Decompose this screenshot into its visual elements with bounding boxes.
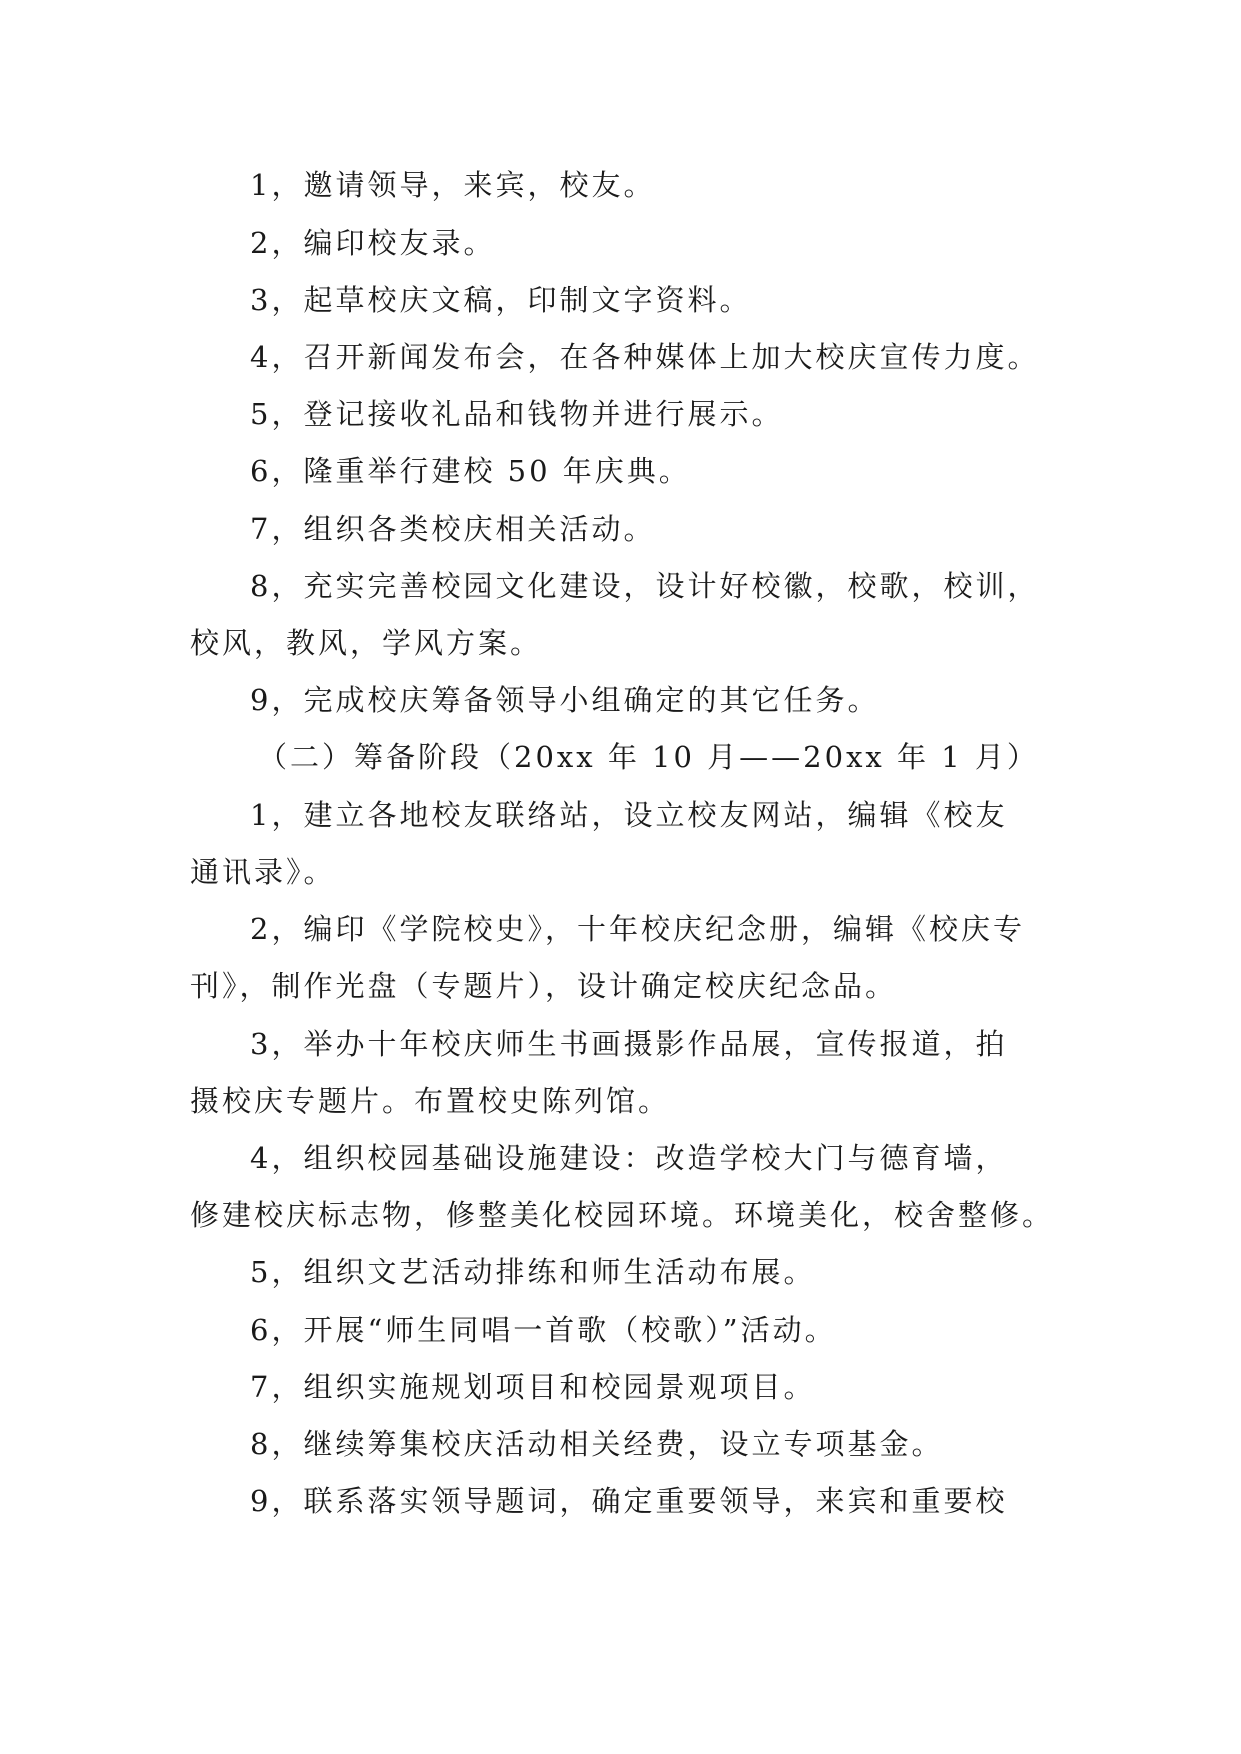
list-item: 2，编印校友录。: [250, 226, 496, 260]
list-item: 8，继续筹集校庆活动相关经费，设立专项基金。: [250, 1427, 944, 1461]
list-item: 7，组织实施规划项目和校园景观项目。: [250, 1370, 816, 1404]
list-item: 5，登记接收礼品和钱物并进行展示。: [250, 397, 784, 431]
list-item: 5，组织文艺活动排练和师生活动布展。: [250, 1255, 816, 1289]
list-item: 3，起草校庆文稿，印制文字资料。: [250, 283, 752, 317]
list-item-continuation: 修建校庆标志物，修整美化校园环境。环境美化，校舍整修。: [190, 1198, 1055, 1232]
list-item: 2，编印《学院校史》，十年校庆纪念册，编辑《校庆专: [250, 912, 1025, 946]
list-item: 4，召开新闻发布会，在各种媒体上加大校庆宣传力度。: [250, 340, 1040, 374]
list-item: 4，组织校园基础设施建设：改造学校大门与德育墙，: [250, 1141, 1008, 1175]
list-item: 9，完成校庆筹备领导小组确定的其它任务。: [250, 683, 880, 717]
list-item-continuation: 摄校庆专题片。布置校史陈列馆。: [190, 1084, 671, 1118]
list-item-continuation: 刊》，制作光盘（专题片），设计确定校庆纪念品。: [190, 969, 898, 1003]
list-item: 6，隆重举行建校 50 年庆典。: [250, 454, 691, 488]
list-item: 1，邀请领导，来宾，校友。: [250, 168, 656, 202]
list-item: 3，举办十年校庆师生书画摄影作品展，宣传报道，拍: [250, 1027, 1008, 1061]
list-item: 8，充实完善校园文化建设，设计好校徽，校歌，校训，: [250, 569, 1040, 603]
section-heading: （二）筹备阶段（20xx 年 10 月——20xx 年 1 月）: [258, 740, 1039, 774]
list-item-continuation: 校风，教风，学风方案。: [190, 626, 543, 660]
list-item: 1，建立各地校友联络站，设立校友网站，编辑《校友: [250, 798, 1008, 832]
list-item-continuation: 通讯录》。: [190, 855, 336, 889]
list-item: 6，开展“师生同唱一首歌（校歌）”活动。: [250, 1313, 837, 1347]
list-item: 9，联系落实领导题词，确定重要领导，来宾和重要校: [250, 1484, 1008, 1518]
list-item: 7，组织各类校庆相关活动。: [250, 512, 656, 546]
